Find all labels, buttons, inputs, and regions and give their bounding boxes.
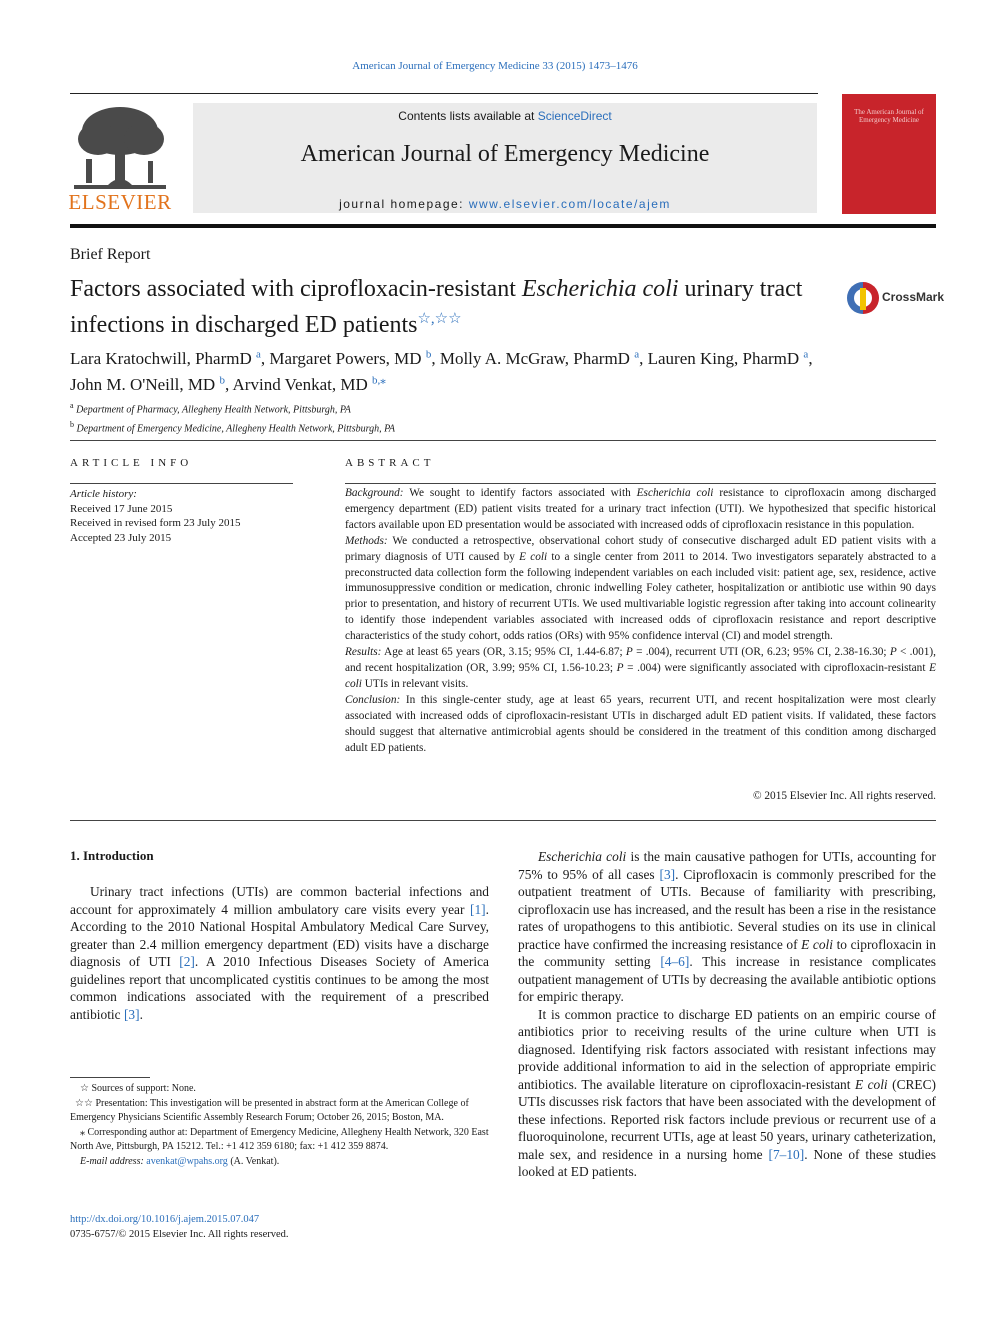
author-affiliation-marker[interactable]: b	[425, 348, 432, 360]
crossmark-icon	[846, 280, 880, 316]
footnote-support	[70, 1082, 489, 1097]
author-affiliation-marker[interactable]: a	[634, 348, 640, 360]
abstract-body	[345, 486, 936, 756]
journal-citation[interactable]: American Journal of Emergency Medicine 33 (2015) 1473–1476	[352, 60, 638, 72]
title-part1: Factors associated with ciprofloxacin-resistant	[70, 276, 522, 302]
affiliation-text: Department of Pharmacy, Allegheny Health Network, Pittsburgh, PA	[76, 404, 351, 416]
reference-link[interactable]: [7–10]	[768, 1146, 805, 1162]
abstract-text: We conducted a retrospective, observational cohort study of consecutive discharged adult ED patient visits with a primary diagnosis of UTI caused by	[345, 534, 936, 563]
article-info-heading: ARTICLE INFO	[70, 457, 193, 469]
footnote-text: Presentation: This investigation will be presented in abstract form at the American College of Emergency Physicians Scientific Assembly Research Forum; October 26, 2015; Boston, MA.	[70, 1097, 469, 1123]
abstract-text: to a single center from 2011 to 2014. Two investigators separately abstracted to a preconstructed data collection form the following independent variables on each included visit: patient age, sex, residence, active immunosuppressive condition or medication, chronic indwelling Foley catheter, hospitalization or antibiotic use within 90 days prior to presentation, and history of recurrent UTIs. We used multivariable logistic regression after taking into account colinearity to identify those independent variables associated with increased odds of ciprofloxacin resistance and report descriptive characteristics of the study cohort, odds ratios (ORs) with 95% confidence interval (CI) and model strength.	[345, 550, 936, 643]
body-column-left	[70, 883, 489, 1023]
affiliation-text: Department of Emergency Medicine, Allegheny Health Network, Pittsburgh, PA	[76, 423, 396, 435]
abstract-text: = .004) were significantly associated with ciprofloxacin-resistant	[623, 661, 930, 674]
author-name[interactable]: Margaret Powers, MD	[269, 348, 422, 368]
article-info-rule	[70, 483, 293, 484]
header-thick-rule	[70, 224, 936, 228]
homepage-link[interactable]: www.elsevier.com/locate/ajem	[468, 197, 671, 211]
contents-prefix: Contents lists available at	[398, 109, 538, 123]
abstract-conclusion	[345, 693, 936, 757]
author-name[interactable]: Arvind Venkat, MD	[232, 375, 368, 395]
author-affiliation-marker[interactable]: a	[256, 348, 261, 360]
reference-link[interactable]: [3]	[659, 866, 676, 882]
background-label: Background:	[345, 487, 404, 499]
paragraph	[518, 1006, 936, 1181]
p-value-symbol: P	[625, 646, 633, 659]
author-name[interactable]: Molly A. McGraw, PharmD	[439, 348, 630, 368]
footnote-mark: ☆	[80, 1083, 89, 1094]
organism-name: E coli	[519, 550, 548, 563]
title-part2: urinary tract infections in discharged ED patients	[70, 276, 803, 338]
author[interactable]	[440, 349, 648, 368]
footnote-corresponding	[70, 1126, 489, 1155]
journal-title: American Journal of Emergency Medicine	[300, 141, 710, 167]
p-value-symbol: P	[616, 661, 624, 674]
abstract-text: resistance to ciprofloxacin among discharged emergency department (ED) patient visits treated for a urinary tract infection (UTI). We hypothesized that specific historical factors available upon ED presentation would be associated with increased odds of ciprofloxacin resistance in this population.	[345, 487, 936, 531]
author-affiliation-marker[interactable]: b,⁎	[371, 374, 386, 387]
author-name[interactable]: John M. O'Neill, MD	[70, 375, 216, 395]
homepage-line	[193, 197, 817, 211]
body-text: (CREC) UTIs discusses risk factors that have been associated with the development of these infections. Reported risk factors include previous or recurrent use of a fluoroquinolone, recurrent UTIs, age at least 50 years, urinary catheterization, male sex, and residence in a nursing home	[518, 1076, 936, 1162]
copyright-notice: © 2015 Elsevier Inc. All rights reserved.	[752, 790, 936, 802]
organism-name: E coli	[345, 661, 936, 690]
tree-icon	[68, 103, 172, 191]
organism-name: E coli	[854, 1076, 888, 1092]
body-text: . Ciprofloxacin is commonly prescribed for the outpatient treatment of UTIs. Because of familiarity with prescribing, ciprofloxacin use has increased, and the result has been a rise in the resistance rates of uropathogens to this antibiotic. Several studies on its use in clinical practice have confirmed the increasing resistance of	[518, 866, 936, 952]
organism-name: E coli	[801, 936, 833, 952]
footnote-text: Sources of support: None.	[88, 1083, 196, 1094]
body-text: . According to the 2010 National Hospital Ambulatory Medical Care Survey, greater than 2.4 million emergency department (ED) visits have a discharge diagnosis of UTI	[70, 901, 489, 969]
conclusion-label: Conclusion:	[345, 693, 401, 706]
author[interactable]	[233, 375, 386, 394]
reference-link[interactable]: [3]	[123, 1006, 140, 1022]
crossmark-label: CrossMark	[882, 290, 945, 304]
article-title	[70, 274, 810, 340]
history-revised: Received in revised form 23 July 2015	[70, 517, 241, 529]
author-list	[70, 343, 940, 396]
author-affiliation-marker[interactable]: b	[219, 374, 225, 387]
paragraph	[70, 883, 489, 1023]
section-rule	[70, 440, 936, 441]
methods-label: Methods:	[345, 534, 388, 547]
body-text: It is common practice to discharge ED patients on an empiric course of antibiotics prior to receiving results of the urine culture when UTI is diagnosed. Identifying risk factors associated with resistant infections may provide additional information to aid in the selection of appropriate empiric antibiotics. The available literature on ciprofloxacin-resistant	[518, 1006, 936, 1092]
body-text: Urinary tract infections (UTIs) are common bacterial infections and account for approximately 4 million ambulatory care visits every year	[70, 884, 489, 917]
journal-banner	[193, 103, 817, 213]
history-received: Received 17 June 2015	[70, 502, 173, 515]
author[interactable]	[269, 349, 439, 368]
crossmark-badge[interactable]	[846, 280, 945, 316]
homepage-prefix: journal homepage:	[339, 197, 469, 211]
abstract-rule	[345, 483, 936, 484]
author[interactable]	[70, 349, 269, 368]
cover-title: The American Journal of Emergency Medicine	[854, 108, 924, 124]
email-link[interactable]: avenkat@wpahs.org	[146, 1155, 228, 1167]
footnote-mark: ⁎	[80, 1126, 85, 1138]
body-text: .	[139, 1006, 143, 1022]
sciencedirect-link[interactable]: ScienceDirect	[537, 109, 612, 123]
paragraph	[518, 848, 936, 1006]
affiliation-b	[70, 417, 670, 436]
article-type: Brief Report	[70, 246, 151, 263]
article-history	[70, 487, 293, 545]
abstract-text: We sought to identify factors associated with	[403, 487, 637, 499]
author-separator: ,	[639, 348, 648, 368]
title-footnote-marks[interactable]: ☆,☆☆	[417, 311, 462, 327]
abstract-heading: ABSTRACT	[345, 457, 435, 469]
reference-link[interactable]: [1]	[470, 901, 486, 917]
body-rule	[70, 820, 936, 821]
footnote-text: Corresponding author at: Department of Emergency Medicine, Allegheny Health Network, 320 East North Ave, Pittsburgh, PA 15212. Tel.: +1 412 359 6180; fax: +1 412 359 8874.	[70, 1126, 489, 1152]
affiliations	[70, 398, 670, 437]
results-label: Results:	[345, 646, 382, 659]
title-organism: Escherichia coli	[521, 276, 679, 302]
p-value-symbol: P	[889, 646, 897, 659]
elsevier-logo	[68, 103, 172, 215]
author-separator: ,	[808, 348, 813, 368]
doi-link[interactable]: http://dx.doi.org/10.1016/j.ajem.2015.07.047	[70, 1214, 260, 1225]
abstract-methods	[345, 534, 936, 645]
body-text: . A 2010 Infectious Diseases Society of America guidelines report that uncomplicated cystitis continues to be among the most common indications associated with the requirement of a prescribed antibiotic	[70, 954, 489, 1022]
body-text: to ciprofloxacin in the community setting	[518, 936, 936, 969]
header-rule	[70, 93, 818, 94]
footnote-email	[70, 1155, 489, 1170]
email-label: E-mail address:	[80, 1155, 144, 1167]
footnote-mark: ☆☆	[75, 1097, 93, 1109]
contents-line	[193, 109, 817, 123]
affiliation-a	[70, 398, 670, 417]
author-name[interactable]: Lara Kratochwill, PharmD	[70, 348, 252, 368]
author-name[interactable]: Lauren King, PharmD	[647, 348, 800, 368]
abstract-text: UTIs in relevant visits.	[361, 677, 469, 690]
issn-line: 0735-6757/© 2015 Elsevier Inc. All rights reserved.	[70, 1228, 289, 1240]
organism-name: Escherichia coli	[636, 487, 714, 499]
affiliation-marker: b	[70, 420, 74, 430]
abstract-background	[345, 486, 936, 534]
doi-block	[70, 1213, 289, 1242]
publisher-name: ELSEVIER	[68, 190, 172, 214]
history-label: Article history:	[70, 488, 137, 500]
body-text: . This increase in resistance complicates outpatient management of UTIs by decreasing the available antibiotic options for empiric therapy.	[518, 954, 936, 1004]
author-separator: ,	[431, 348, 440, 368]
section-heading-introduction: 1. Introduction	[70, 848, 154, 863]
reference-link[interactable]: [4–6]	[660, 954, 690, 969]
reference-link[interactable]: [2]	[179, 954, 195, 969]
footnote-presentation	[70, 1097, 489, 1126]
history-accepted: Accepted 23 July 2015	[70, 531, 172, 544]
body-column-right	[518, 848, 936, 1181]
body-text: . None of these studies looked at ED patients.	[518, 1146, 936, 1179]
organism-name: Escherichia coli	[538, 849, 627, 864]
author[interactable]	[648, 349, 813, 368]
author-separator: ,	[224, 375, 233, 395]
affiliation-marker: a	[70, 401, 74, 410]
author-affiliation-marker[interactable]: a	[803, 348, 809, 360]
footnotes	[70, 1082, 489, 1169]
footnote-rule	[70, 1077, 150, 1078]
author[interactable]	[70, 375, 233, 394]
body-text: is the main causative pathogen for UTIs, accounting for 75% to 95% of all cases	[518, 849, 937, 882]
journal-cover-thumbnail[interactable]	[842, 94, 936, 214]
abstract-text: < .001), and recent hospitalization (OR, 3.99; 95% CI, 1.56-10.23;	[345, 646, 936, 674]
abstract-text: = .004), recurrent UTI (OR, 6.23; 95% CI, 2.38-16.30;	[632, 646, 890, 659]
abstract-results	[345, 645, 936, 693]
author-separator: ,	[260, 348, 270, 368]
abstract-text: Age at least 65 years (OR, 3.15; 95% CI, 1.44-6.87;	[381, 646, 626, 659]
footnote-text: (A. Venkat).	[227, 1155, 280, 1167]
abstract-text: In this single-center study, age at least 65 years, recurrent UTI, and recent hospitalization were most clearly associated with increased odds of ciprofloxacin-resistant UTIs in discharged adult ED patient visits. If validated, these factors should suggest that alternative antimicrobial agents should be considered in the treatment of this condition among discharged adult ED patients.	[345, 693, 936, 754]
